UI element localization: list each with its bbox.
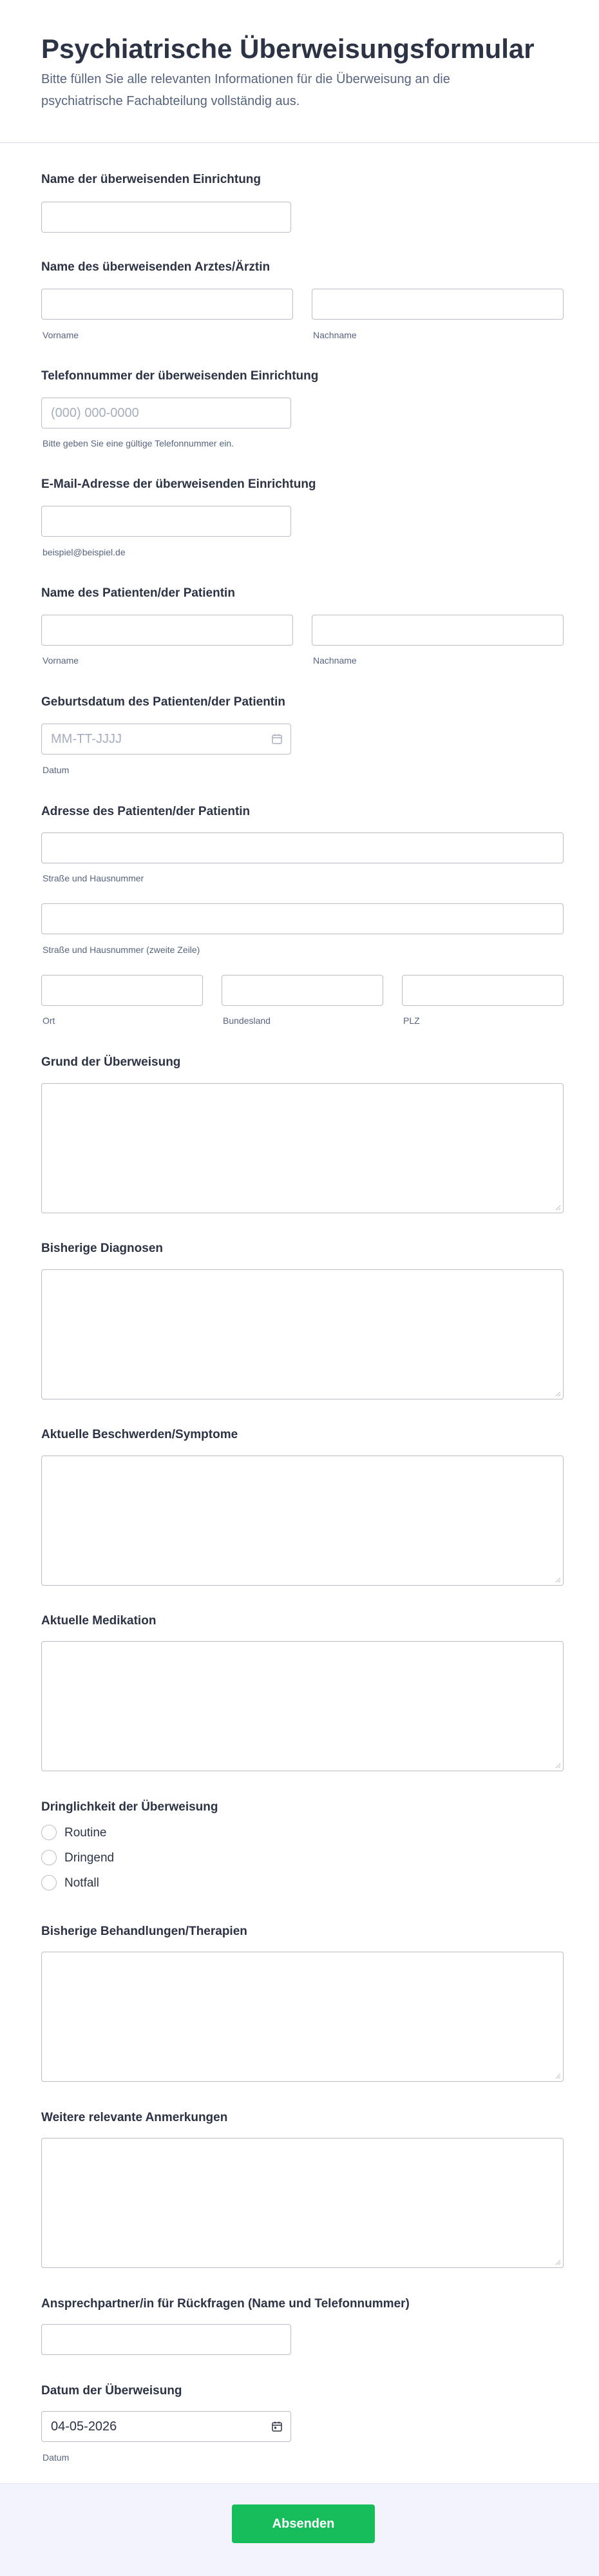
form-title: Psychiatrische Überweisungsformular (41, 34, 535, 64)
patient-label: Name des Patienten/der Patientin (41, 586, 235, 600)
institution-input[interactable] (41, 202, 291, 233)
birthdate-placeholder: MM-TT-JJJJ (51, 732, 122, 746)
birthdate-input[interactable] (41, 724, 291, 755)
address-label: Adresse des Patienten/der Patientin (41, 805, 251, 818)
notes-label: Weitere relevante Anmerkungen (41, 2111, 228, 2124)
contact-input[interactable] (41, 2324, 291, 2355)
resize-grip-icon[interactable] (555, 2073, 561, 2079)
address-street2-input[interactable] (41, 903, 564, 934)
form-header (0, 0, 599, 143)
treatments-textarea[interactable] (41, 1952, 564, 2082)
resize-grip-icon[interactable] (555, 1390, 561, 1397)
calendar-icon[interactable] (271, 2421, 283, 2432)
reason-textarea[interactable] (41, 1083, 564, 1213)
doctor-last-name-sublabel: Nachname (313, 330, 357, 340)
referral-date-label: Datum der Überweisung (41, 2384, 182, 2398)
diagnoses-label: Bisherige Diagnosen (41, 1242, 163, 1255)
notes-textarea[interactable] (41, 2138, 564, 2268)
phone-input[interactable] (41, 398, 291, 428)
urgency-option-label: Dringend (64, 1851, 115, 1865)
birthdate-label: Geburtsdatum des Patienten/der Patientin (41, 695, 286, 709)
symptoms-textarea[interactable] (41, 1456, 564, 1586)
institution-label: Name der überweisenden Einrichtung (41, 173, 261, 186)
phone-label: Telefonnummer der überweisenden Einrichtung (41, 369, 319, 383)
patient-last-name-sublabel: Nachname (313, 655, 357, 666)
resize-grip-icon[interactable] (555, 1577, 561, 1583)
email-hint: beispiel@beispiel.de (43, 547, 126, 557)
email-label: E-Mail-Adresse der überweisenden Einrichtung (41, 477, 316, 491)
contact-label: Ansprechpartner/in für Rückfragen (Name und Telefonnummer) (41, 2297, 410, 2311)
submit-button[interactable]: Absenden (232, 2504, 375, 2543)
address-zip-input[interactable] (402, 975, 564, 1006)
urgency-option-label: Routine (64, 1826, 107, 1840)
patient-last-name-input[interactable] (312, 615, 564, 646)
address-street2-sublabel: Straße und Hausnummer (zweite Zeile) (43, 945, 200, 955)
address-state-input[interactable] (222, 975, 383, 1006)
treatments-label: Bisherige Behandlungen/Therapien (41, 1925, 247, 1938)
address-state-sublabel: Bundesland (223, 1015, 271, 1026)
address-city-sublabel: Ort (43, 1015, 55, 1026)
resize-grip-icon[interactable] (555, 1762, 561, 1769)
doctor-label: Name des überweisenden Arztes/Ärztin (41, 260, 271, 274)
doctor-first-name-input[interactable] (41, 289, 293, 320)
medication-textarea[interactable] (41, 1641, 564, 1771)
resize-grip-icon[interactable] (555, 1204, 561, 1211)
phone-hint: Bitte geben Sie eine gültige Telefonnummer ein. (43, 438, 234, 448)
referral-date-value: 04-05-2026 (51, 2419, 117, 2434)
address-street-input[interactable] (41, 832, 564, 863)
patient-first-name-input[interactable] (41, 615, 293, 646)
doctor-last-name-input[interactable] (312, 289, 564, 320)
symptoms-label: Aktuelle Beschwerden/Symptome (41, 1428, 238, 1441)
referral-date-input[interactable] (41, 2411, 291, 2442)
resize-grip-icon[interactable] (555, 2259, 561, 2265)
reason-label: Grund der Überweisung (41, 1055, 181, 1069)
radio-button[interactable] (41, 1875, 57, 1890)
address-zip-sublabel: PLZ (403, 1015, 420, 1026)
referral-date-sublabel: Datum (43, 2452, 70, 2463)
medication-label: Aktuelle Medikation (41, 1614, 157, 1628)
urgency-option-label: Notfall (64, 1876, 99, 1890)
birthdate-sublabel: Datum (43, 765, 70, 775)
radio-button[interactable] (41, 1825, 57, 1840)
phone-placeholder: (000) 000-0000 (51, 406, 139, 420)
patient-first-name-sublabel: Vorname (43, 655, 79, 666)
email-input[interactable] (41, 506, 291, 537)
address-street-sublabel: Straße und Hausnummer (43, 873, 144, 883)
urgency-label: Dringlichkeit der Überweisung (41, 1800, 218, 1814)
radio-button[interactable] (41, 1850, 57, 1865)
address-city-input[interactable] (41, 975, 203, 1006)
doctor-first-name-sublabel: Vorname (43, 330, 79, 340)
calendar-icon[interactable] (271, 733, 283, 745)
diagnoses-textarea[interactable] (41, 1269, 564, 1399)
form-subtitle: Bitte füllen Sie alle relevanten Informationen für die Überweisung an die psychiatrische Fachabteilung vollständig aus. (41, 72, 450, 108)
